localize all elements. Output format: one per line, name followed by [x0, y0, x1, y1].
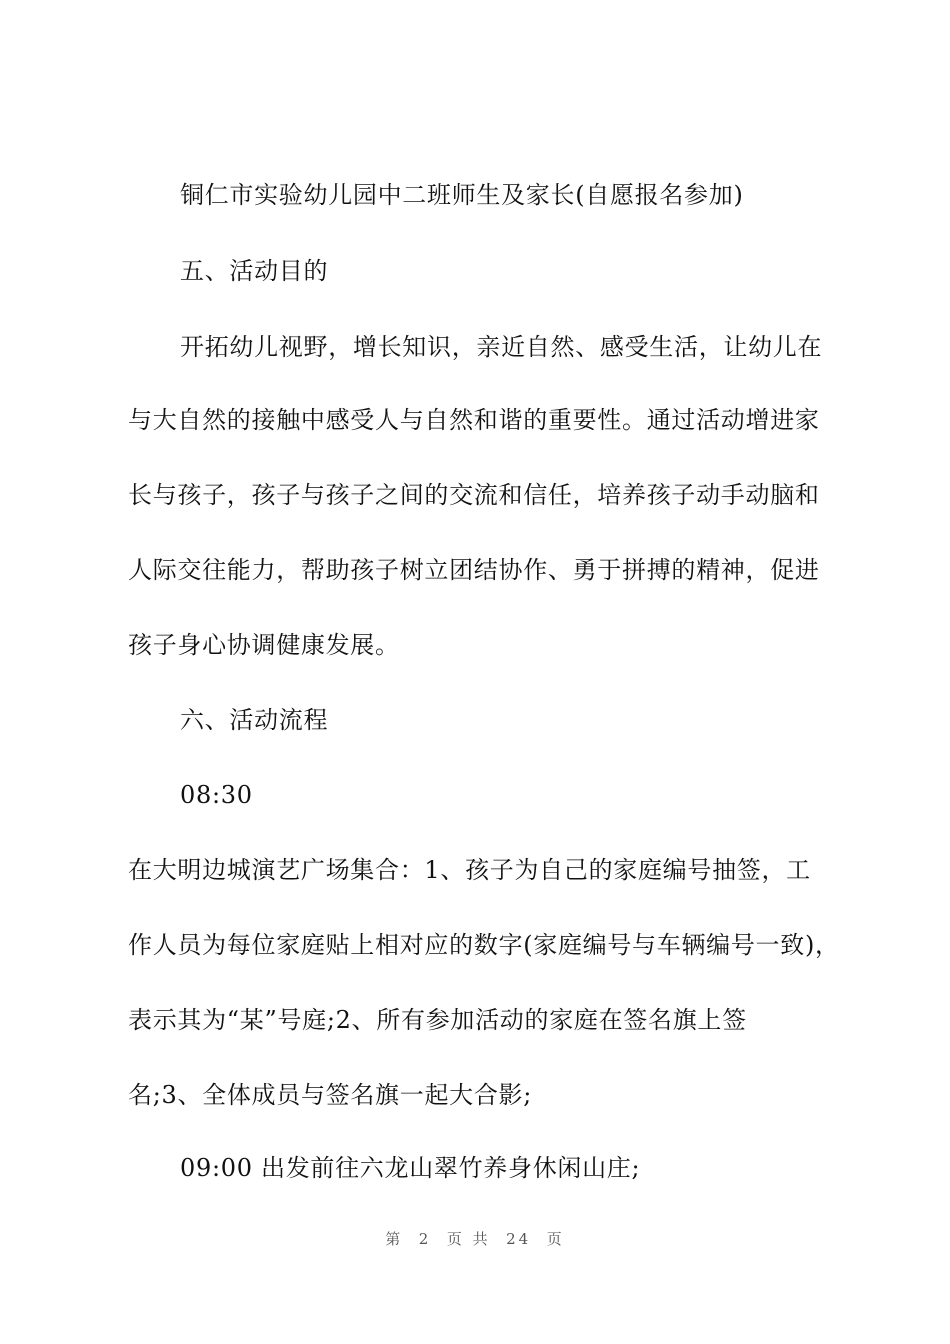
section-heading-goals: 五、活动目的: [180, 257, 329, 285]
paragraph-line: 名;3、全体成员与签名旗一起大合影;: [128, 1081, 533, 1109]
section-heading-process: 六、活动流程: [180, 706, 329, 734]
paragraph-line: 人际交往能力，帮助孩子树立团结协作、勇于拼搏的精神，促进: [128, 556, 820, 584]
paragraph-line: 与大自然的接触中感受人与自然和谐的重要性。通过活动增进家: [128, 406, 820, 434]
paragraph-line: 在大明边城演艺广场集合：1、孩子为自己的家庭编号抽签，工: [128, 856, 811, 884]
paragraph-line: 孩子身心协调健康发展。: [128, 631, 400, 659]
paragraph-line: 作人员为每位家庭贴上相对应的数字(家庭编号与车辆编号一致)，: [128, 931, 840, 959]
participants-line: 铜仁市实验幼儿园中二班师生及家长(自愿报名参加): [180, 181, 744, 209]
page-number-footer: 第 2 页 共 24 页: [385, 1230, 565, 1248]
paragraph-line: 开拓幼儿视野，增长知识，亲近自然、感受生活，让幼儿在: [180, 333, 823, 361]
schedule-line: 09:00 出发前往六龙山翠竹养身休闲山庄;: [180, 1154, 641, 1182]
schedule-time: 08:30: [180, 781, 253, 809]
paragraph-line: 表示其为“某”号庭;2、所有参加活动的家庭在签名旗上签: [128, 1006, 747, 1034]
paragraph-line: 长与孩子，孩子与孩子之间的交流和信任，培养孩子动手动脑和: [128, 481, 820, 509]
